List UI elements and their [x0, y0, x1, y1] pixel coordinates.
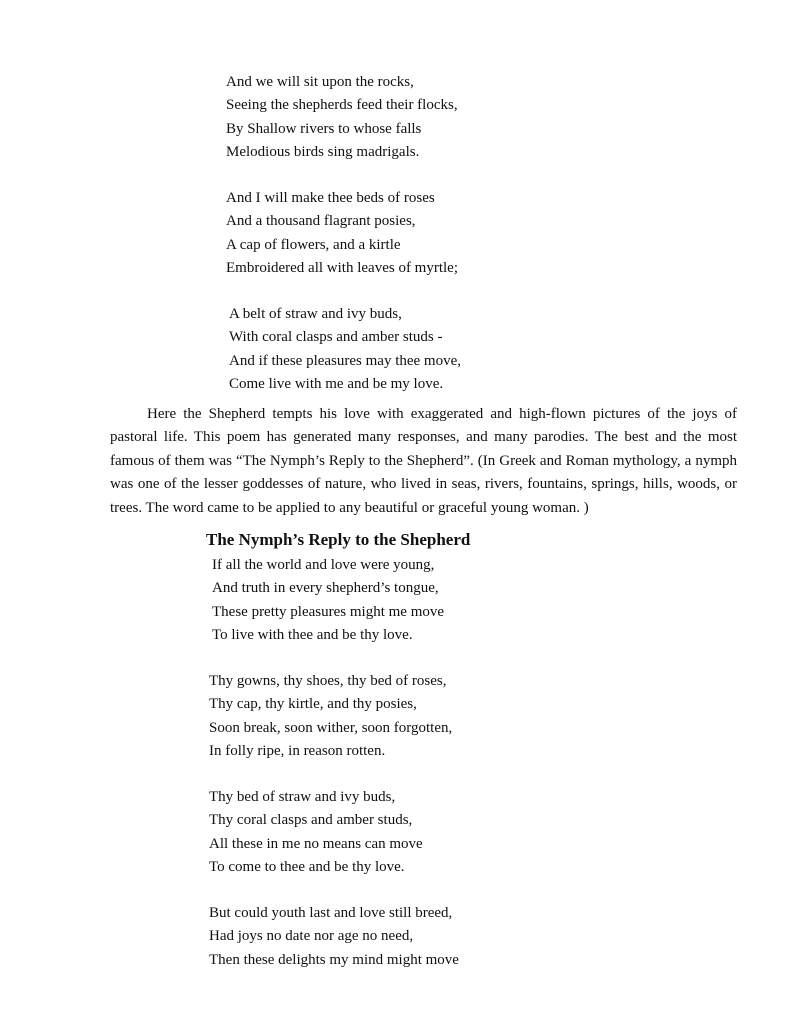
- poem1-stanza-3: [229, 303, 461, 396]
- poem-line: In folly ripe, in reason rotten.: [209, 742, 386, 759]
- poem-line: These pretty pleasures might me move: [212, 603, 445, 620]
- poem-line: Come live with me and be my love.: [229, 375, 444, 392]
- poem1-stanza-2: [226, 187, 458, 280]
- poem2-title: The Nymph’s Reply to the Shepherd: [206, 530, 471, 549]
- commentary-paragraph: Here the Shepherd tempts his love with exaggerated and high-flown pictures of the joys of pastoral life. This poem has generated many responses, and many parodies. The best and the most famous of them was “The Nymph’s Reply to the Shepherd”. (In Greek and Roman mythology, a nymph was one of the lesser goddesses of nature, who lived in seas, rivers, fountains, springs, hills, woods, or trees. The word came to be applied to any beautiful or graceful young woman. ): [110, 406, 737, 516]
- poem-line: A cap of flowers, and a kirtle: [226, 236, 401, 253]
- poem-line: And truth in every shepherd’s tongue,: [212, 580, 439, 597]
- poem-line: By Shallow rivers to whose falls: [226, 120, 422, 137]
- poem-line: Embroidered all with leaves of myrtle;: [226, 259, 459, 276]
- poem2-stanza-1: [212, 554, 444, 647]
- poem-line: Soon break, soon wither, soon forgotten,: [209, 719, 453, 736]
- poem-line: Melodious birds sing madrigals.: [226, 143, 420, 160]
- poem-line: And if these pleasures may thee move,: [229, 352, 462, 369]
- poem-line: With coral clasps and amber studs -: [229, 329, 443, 346]
- poem-line: And we will sit upon the rocks,: [226, 74, 414, 90]
- poem-line: Thy coral clasps and amber studs,: [209, 812, 413, 829]
- poem-line: All these in me no means can move: [209, 835, 423, 852]
- poem-line: To live with thee and be thy love.: [212, 626, 413, 643]
- poem2-stanza-2: [209, 670, 452, 763]
- poem-line: A belt of straw and ivy buds,: [229, 306, 402, 322]
- poem-line: Thy gowns, thy shoes, thy bed of roses,: [209, 673, 447, 689]
- poem-line: But could youth last and love still breed,: [209, 905, 453, 921]
- poem2-stanza-4: [209, 902, 459, 972]
- poem-line: Thy cap, thy kirtle, and thy posies,: [209, 696, 417, 713]
- poem-line: If all the world and love were young,: [212, 557, 435, 573]
- poem-line: And a thousand flagrant posies,: [226, 213, 416, 230]
- poem-line: Thy bed of straw and ivy buds,: [209, 789, 396, 805]
- poem-line: To come to thee and be thy love.: [209, 858, 405, 875]
- poem-line: Had joys no date nor age no need,: [209, 928, 414, 945]
- poem-line: And I will make thee beds of roses: [226, 190, 435, 206]
- poem1-stanza-1: [226, 71, 458, 164]
- poem-line: Seeing the shepherds feed their flocks,: [226, 97, 458, 114]
- poem-line: Then these delights my mind might move: [209, 951, 459, 968]
- poem2-stanza-3: [209, 786, 423, 879]
